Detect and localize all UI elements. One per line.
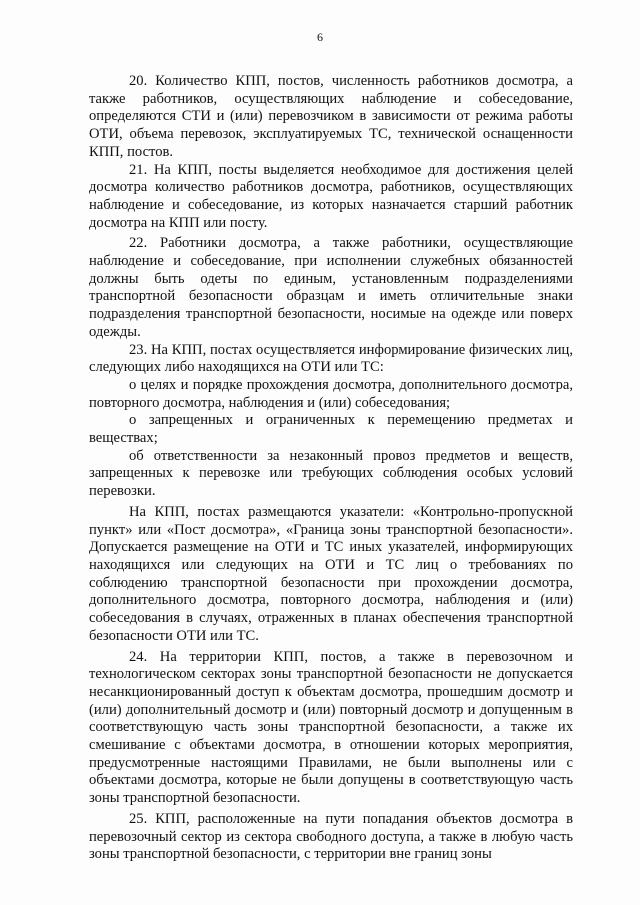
page-number: 6 xyxy=(317,30,323,44)
paragraph-25: 25. КПП, расположенные на пути попадания объектов досмотра в перевозочный сектор из сектора свободного доступа, а также в любую часть зоны транспортной безопасности, с территории вне границ зоны xyxy=(89,810,573,863)
paragraph-22: 22. Работники досмотра, а также работники, осуществляющие наблюдение и собеседование, при исполнении служебных обязанностей должны быть одеты по единым, установленным подразделениями транспортной безопасности образцам и иметь отличительные знаки подразделения транспортной безопасности, носимые на одежде или поверх одежды. xyxy=(89,235,573,340)
paragraph-24: 24. На территории КПП, постов, а также в перевозочном и технологическом секторах зоны транспортной безопасности не допускается несанкционированный доступ к объектам досмотра, прошедшим досмотр и (или) дополнительный досмотр и (или) повторный досмотр и допущенным в соответствующую часть зоны транспортной безопасности, а также их смешивание с объектами досмотра, в отношении которых мероприятия, предусмотренные настоящими Правилами, не были выполнены или с объектами досмотра, которые не были допущены в соответствующую часть зоны транспортной безопасности. xyxy=(89,648,573,807)
paragraph-20: 20. Количество КПП, постов, численность работников досмотра, а также работников, осуществляющих наблюдение и собеседование, определяются СТИ и (или) перевозчиком в зависимости от режима работы ОТИ, объема перевозок, эксплуатируемых ТС, технической оснащенности КПП, постов. xyxy=(89,73,573,160)
paragraph-21: 21. На КПП, посты выделяется необходимое для достижения целей досмотра количество работников досмотра, работников, осуществляющих наблюдение и собеседование, из которых назначается старший работник досмотра на КПП или посту. xyxy=(89,161,573,231)
paragraph-23: 23. На КПП, постах осуществляется информирование физических лиц, следующих либо находящихся на ОТИ или ТС: xyxy=(89,341,573,376)
list-item-prohibited-items: о запрещенных и ограниченных к перемещению предметах и веществах; xyxy=(89,412,573,447)
list-item-inspection-goals: о целях и порядке прохождения досмотра, дополнительного досмотра, повторного досмотра, наблюдения и (или) собеседования; xyxy=(89,376,573,411)
paragraph-signs: На КПП, постах размещаются указатели: «Контрольно-пропускной пункт» или «Пост досмотра», «Граница зоны транспортной безопасности». Допускается размещение на ОТИ и ТС иных указателей, информирующих находящихся или следующих на ОТИ и ТС лиц о требованиях по соблюдению транспортной безопасности при прохождении досмотра, дополнительного досмотра, повторного досмотра, наблюдения и (или) собеседования в случаях, отраженных в планах обеспечения транспортной безопасности ОТИ или ТС. xyxy=(89,503,573,644)
document-body xyxy=(89,73,573,864)
list-item-liability: об ответственности за незаконный провоз предметов и веществ, запрещенных к перевозке или требующих соблюдения особых условий перевозки. xyxy=(89,447,573,500)
